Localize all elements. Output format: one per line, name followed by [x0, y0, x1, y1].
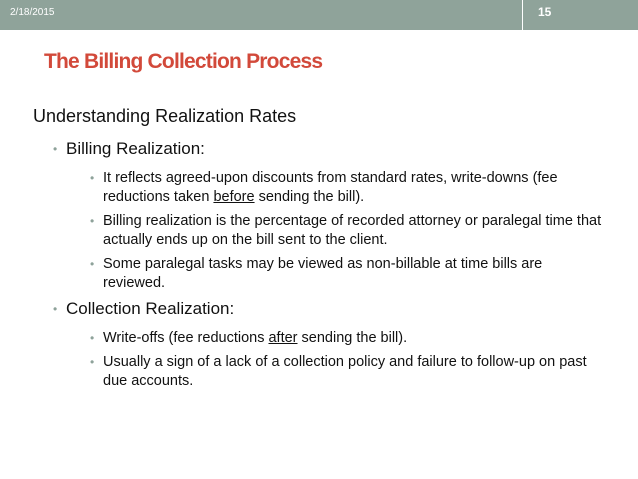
underlined-word: before — [213, 189, 255, 205]
list-item — [33, 212, 603, 250]
list-item — [33, 329, 603, 348]
bullet-icon: • — [53, 142, 58, 156]
list-item — [33, 255, 603, 293]
list-item-text: Some paralegal tasks may be viewed as non-billable at time bills are reviewed. — [103, 256, 543, 291]
header-bar — [0, 0, 638, 30]
collection-realization-label: Collection Realization: — [66, 299, 235, 318]
collection-realization-item — [33, 298, 603, 320]
bullet-icon: • — [90, 257, 95, 271]
bullet-icon: • — [90, 355, 95, 369]
list-item-text: Billing realization is the percentage of recorded attorney or paralegal time that actually ends up on the bill sent to the client. — [103, 213, 602, 248]
bullet-icon: • — [90, 331, 95, 345]
list-item-text: Usually a sign of a lack of a collection policy and failure to follow-up on past due accounts. — [103, 354, 587, 389]
list-item-text-before: It reflects agreed-upon discounts from standard rates, write-downs (fee reductions taken — [103, 170, 558, 205]
billing-realization-label: Billing Realization: — [66, 139, 205, 158]
list-item — [33, 353, 603, 391]
list-item-text-after: sending the bill). — [254, 189, 365, 205]
slide-title: The Billing Collection Process — [44, 50, 323, 73]
slide-page-number: 15 — [538, 5, 552, 19]
slide-content — [33, 104, 603, 396]
bullet-icon: • — [90, 214, 95, 228]
slide-date: 2/18/2015 — [10, 7, 55, 18]
billing-realization-item — [33, 138, 603, 160]
list-item-text-after: sending the bill). — [297, 330, 408, 346]
list-item-text-before: Write-offs (fee reductions — [103, 330, 269, 346]
section-heading: Understanding Realization Rates — [33, 106, 297, 126]
bullet-icon: • — [90, 171, 95, 185]
list-item — [33, 169, 603, 207]
underlined-word: after — [268, 330, 298, 346]
header-divider — [522, 0, 523, 30]
bullet-icon: • — [53, 302, 58, 316]
